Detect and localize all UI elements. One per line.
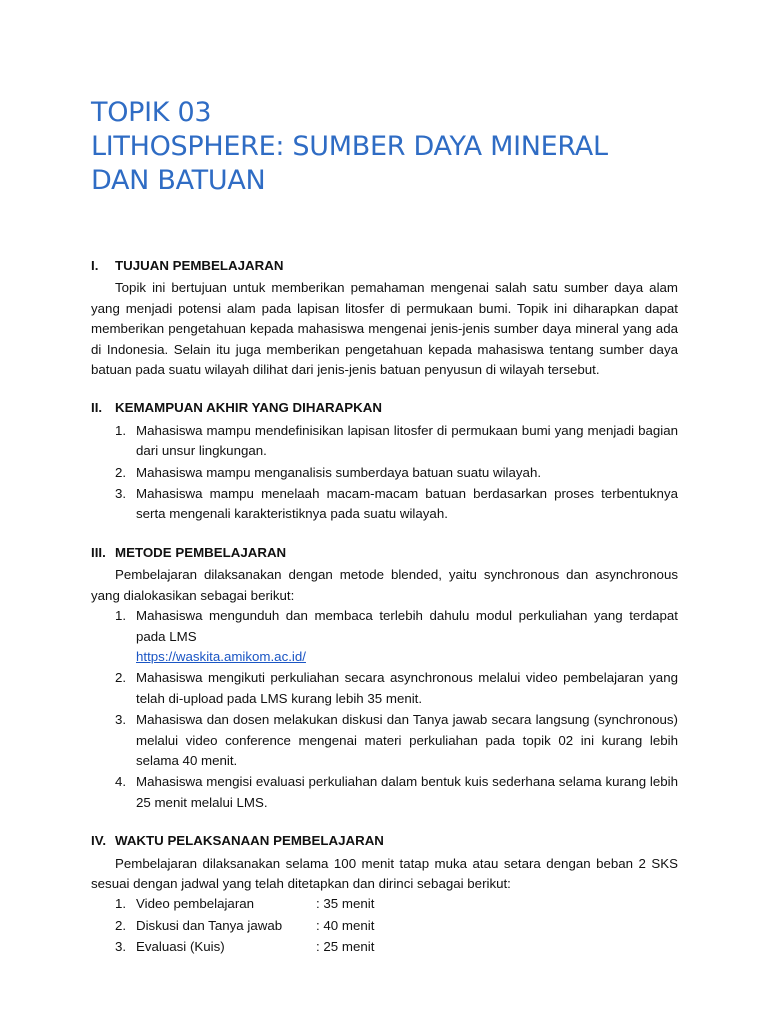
numbered-list (91, 421, 678, 525)
section-heading (91, 256, 678, 276)
list-item-number: 3. (115, 486, 127, 502)
schedule-value: : 35 menit (316, 896, 375, 912)
list-item (115, 463, 678, 483)
list-item-text: Mahasiswa mampu menganalisis sumberdaya batuan suatu wilayah. (136, 464, 542, 480)
schedule-list (91, 894, 678, 957)
list-item (115, 710, 678, 771)
list-item-text: Mahasiswa mampu mendefinisikan lapisan litosfer di permukaan bumi yang menjadi bagian dari unsur lingkungan. (136, 422, 678, 459)
section-heading (91, 543, 678, 563)
section-tujuan (91, 256, 678, 380)
numbered-list (91, 606, 678, 813)
list-item-text: Mahasiswa mengisi evaluasi perkuliahan dalam bentuk kuis sederhana selama kurang lebih 25 menit melalui LMS. (136, 774, 678, 810)
list-item (115, 606, 678, 667)
section-number: II. (91, 400, 103, 416)
list-item-number: 2. (115, 670, 127, 686)
section-title: METODE PEMBELAJARAN (115, 544, 287, 560)
section-kemampuan (91, 398, 678, 524)
list-item (115, 484, 678, 525)
list-item-number: 2. (115, 917, 127, 933)
section-title: KEMAMPUAN AKHIR YANG DIHARAPKAN (115, 400, 382, 416)
list-item (115, 772, 678, 813)
section-number: III. (91, 544, 106, 560)
title-line-subject-cont: DAN BATUAN (91, 165, 266, 196)
lms-link[interactable]: https://waskita.amikom.ac.id/ (136, 648, 306, 664)
section-waktu (91, 831, 678, 957)
list-item-content (136, 606, 678, 667)
section-paragraph: Topik ini bertujuan untuk memberikan pemahaman mengenai salah satu sumber daya alam yang menjadi potensi alam pada lapisan litosfer di permukaan bumi. Topik ini diharapkan dapat memberikan pengetahuan kepada mahasiswa mengenai jenis-jenis sumber daya mineral yang ada di Indonesia. Selain itu juga memberikan pengetahuan kepada mahasiswa tentang sumber daya batuan pada suatu wilayah dilihat dari jenis-jenis batuan penyusun di wilayah tersebut. (91, 280, 678, 378)
schedule-value: : 40 menit (316, 917, 375, 933)
list-item-text: Mahasiswa dan dosen melakukan diskusi dan Tanya jawab secara langsung (synchronous) melalui video conference mengenai materi perkuliahan pada topik 02 ini kurang lebih selama 40 menit. (136, 712, 678, 768)
section-number: I. (91, 258, 99, 273)
list-item-text: Mahasiswa mampu menelaah macam-macam batuan berdasarkan proses terbentuknya serta mengenali karakteristiknya pada suatu wilayah. (136, 486, 678, 522)
list-item-number: 1. (115, 896, 127, 912)
list-item-text: Mahasiswa mengunduh dan membaca terlebih dahulu modul perkuliahan yang terdapat pada LMS (136, 608, 678, 644)
section-title: TUJUAN PEMBELAJARAN (115, 258, 284, 273)
document-body (91, 256, 678, 976)
section-heading (91, 831, 678, 851)
schedule-item (115, 937, 678, 957)
list-item-number: 1. (115, 608, 127, 624)
schedule-value: : 25 menit (316, 939, 375, 955)
section-number: IV. (91, 833, 107, 849)
list-item (115, 421, 678, 462)
schedule-label: Evaluasi (Kuis) (136, 939, 225, 955)
section-paragraph: Pembelajaran dilaksanakan dengan metode blended, yaitu synchronous dan asynchronous yang dialokasikan sebagai berikut: (91, 567, 678, 603)
list-item-number: 3. (115, 939, 127, 955)
section-title: WAKTU PELAKSANAAN PEMBELAJARAN (115, 833, 384, 849)
schedule-item (115, 894, 678, 914)
schedule-item (115, 916, 678, 936)
schedule-label: Video pembelajaran (136, 896, 255, 912)
section-metode (91, 543, 678, 813)
title-line-subject: LITHOSPHERE: SUMBER DAYA MINERAL (91, 131, 608, 162)
title-line-topic: TOPIK 03 (91, 97, 212, 128)
schedule-label: Diskusi dan Tanya jawab (136, 917, 283, 933)
section-paragraph: Pembelajaran dilaksanakan selama 100 menit tatap muka atau setara dengan beban 2 SKS sesuai dengan jadwal yang telah ditetapkan dan dirinci sebagai berikut: (91, 855, 678, 891)
list-item-number: 3. (115, 712, 127, 728)
list-item-number: 4. (115, 774, 127, 790)
section-heading (91, 398, 678, 418)
list-item (115, 668, 678, 709)
list-item-number: 1. (115, 422, 127, 438)
list-item-number: 2. (115, 464, 127, 480)
document-title (91, 96, 711, 198)
list-item-text: Mahasiswa mengikuti perkuliahan secara asynchronous melalui video pembelajaran yang telah di-upload pada LMS kurang lebih 35 menit. (136, 670, 678, 706)
